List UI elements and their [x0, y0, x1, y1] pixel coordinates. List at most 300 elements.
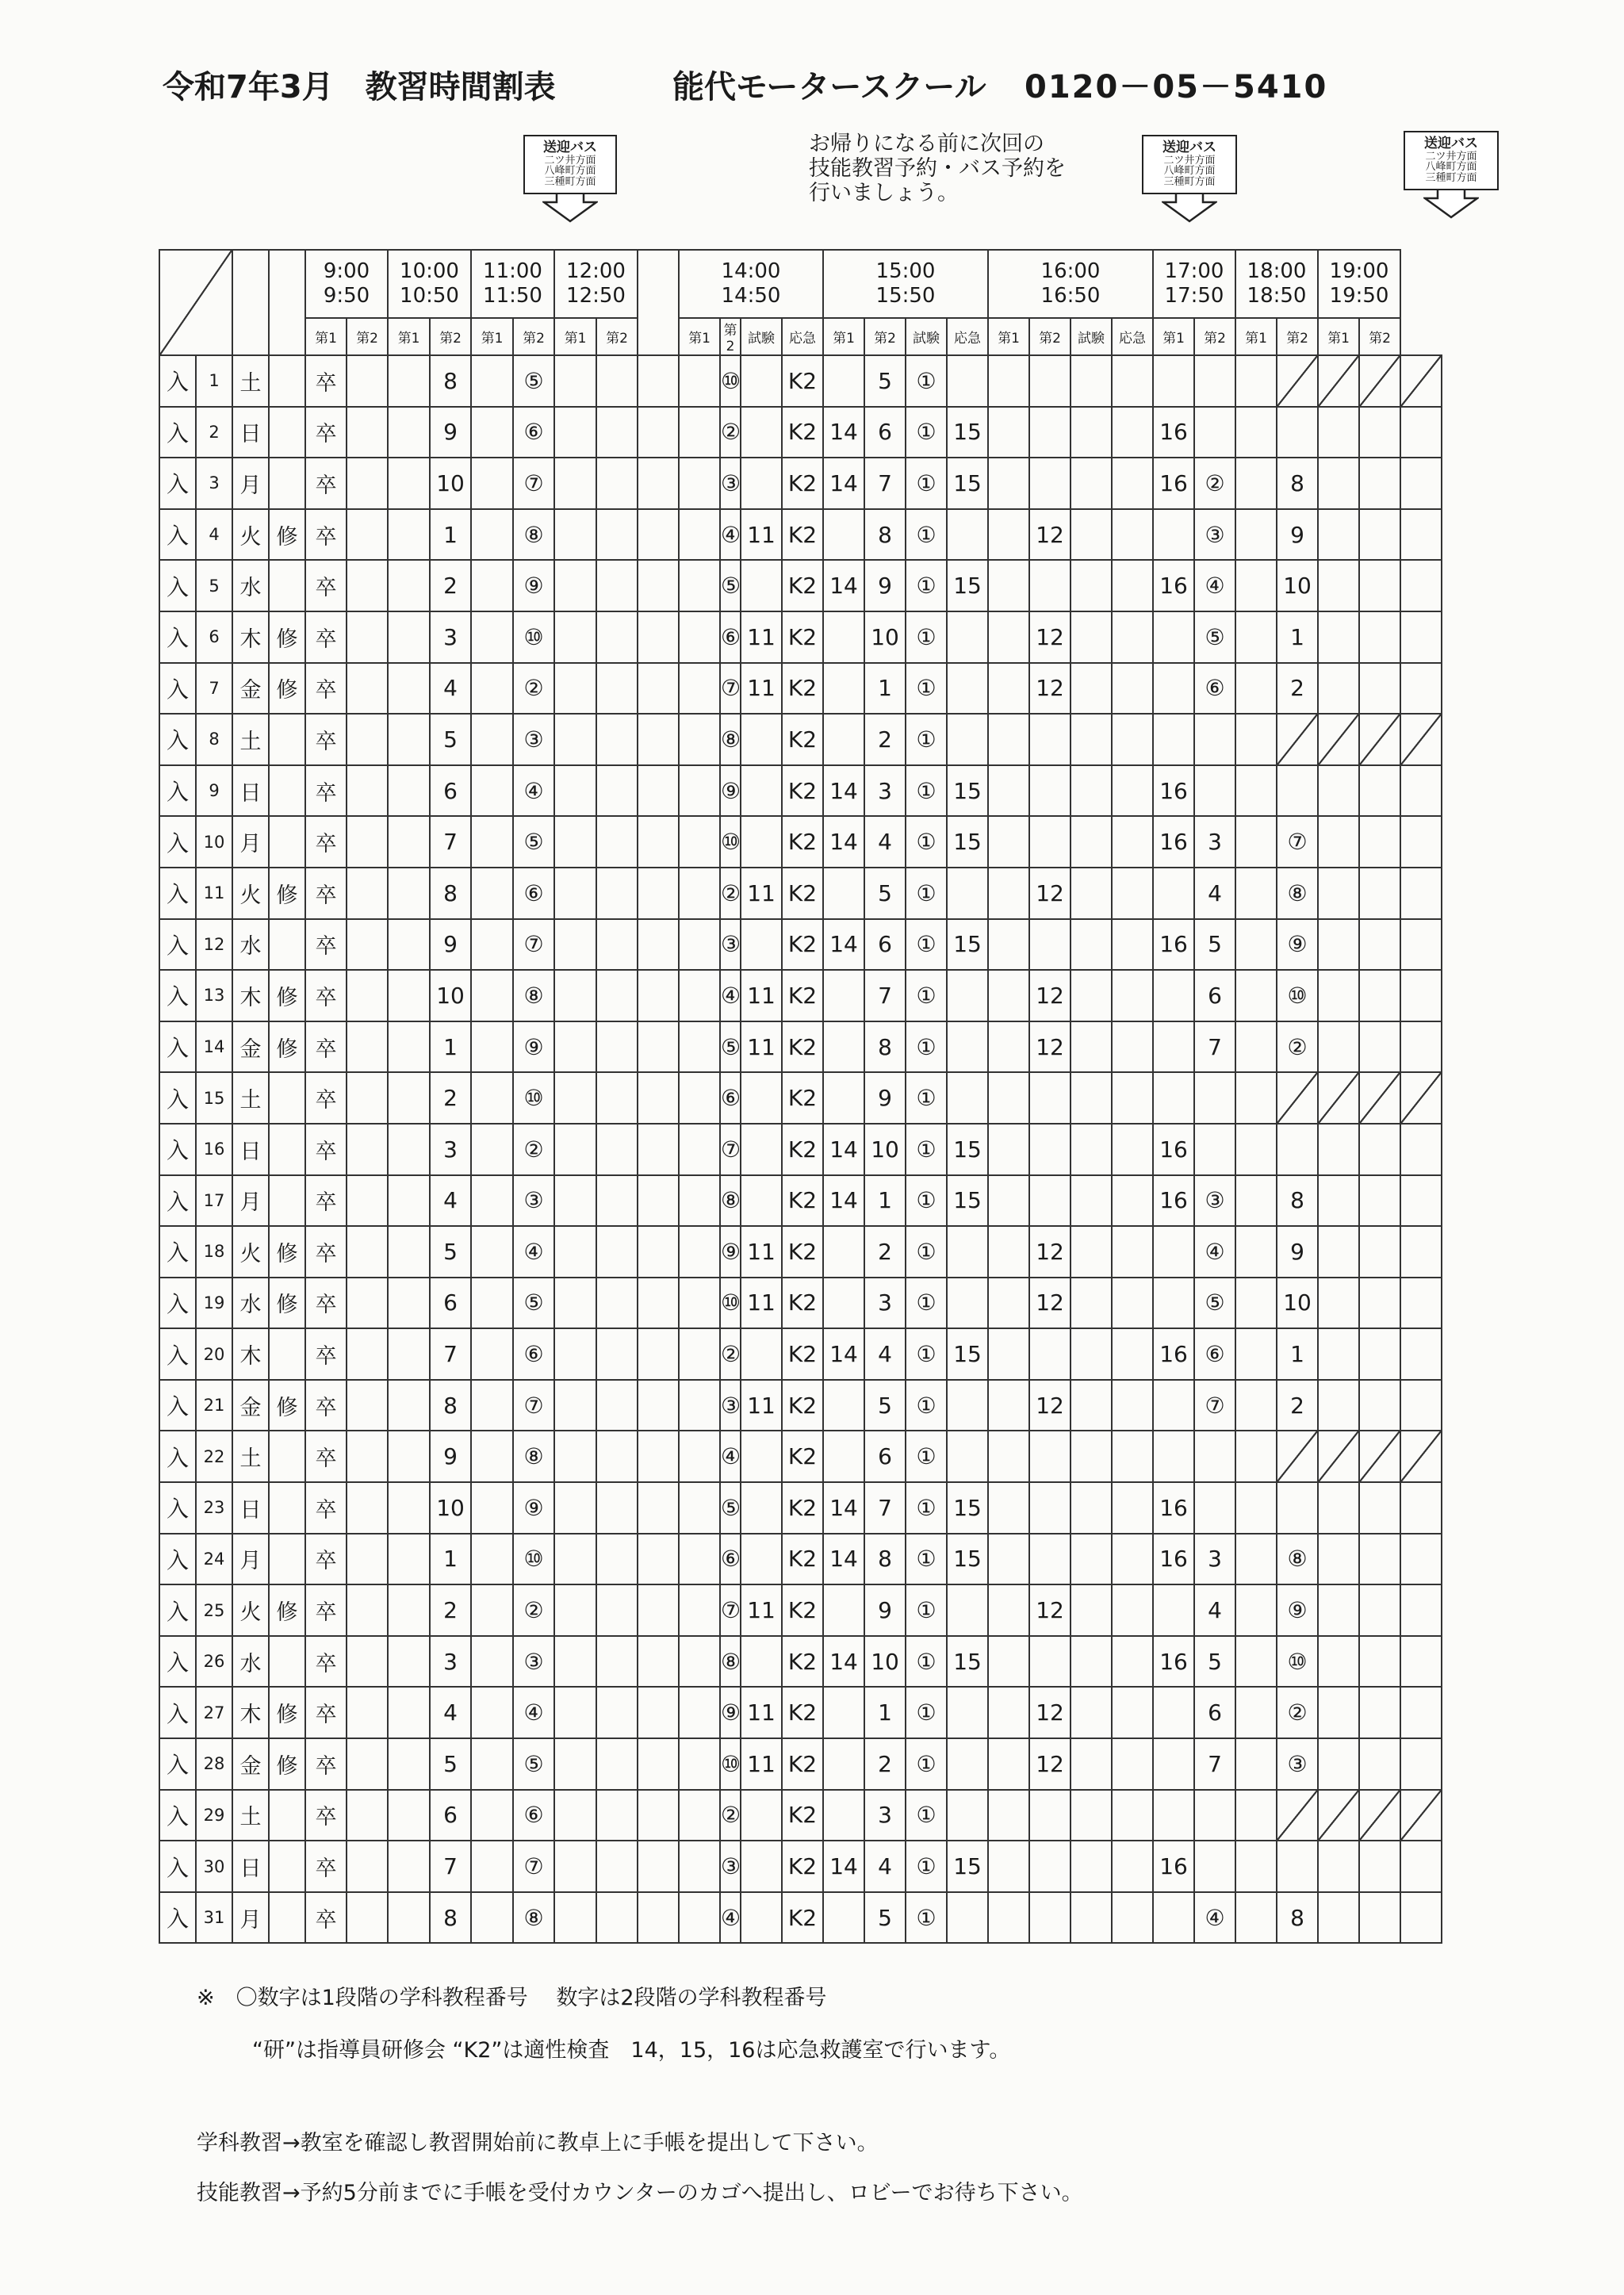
time-header: 15:00 15:50	[823, 250, 988, 318]
sub-header-first_aid: 応急	[1112, 318, 1153, 355]
schedule-cell	[554, 1892, 596, 1944]
schedule-cell	[1359, 1636, 1400, 1688]
completion-mark	[269, 1328, 305, 1380]
sub-header-d1: 第1	[1153, 318, 1194, 355]
schedule-cell: K2	[782, 1124, 823, 1175]
schedule-cell: ⑨	[513, 560, 554, 611]
completion-mark: 修	[269, 868, 305, 919]
schedule-cell	[347, 458, 388, 509]
day-number: 28	[196, 1738, 232, 1790]
schedule-cell: 7	[430, 816, 471, 868]
weekday: 木	[232, 970, 269, 1021]
schedule-cell	[1153, 1072, 1194, 1124]
schedule-cell: 5	[864, 1380, 906, 1431]
schedule-cell	[1318, 407, 1359, 458]
schedule-cell	[638, 1892, 679, 1944]
schedule-cell	[596, 1278, 638, 1329]
schedule-cell: 6	[430, 1790, 471, 1841]
schedule-cell	[988, 509, 1029, 561]
schedule-cell: K2	[782, 714, 823, 765]
schedule-cell	[1318, 458, 1359, 509]
day-number: 5	[196, 560, 232, 611]
schedule-cell	[1400, 1738, 1442, 1790]
schedule-cell: 5	[430, 1738, 471, 1790]
schedule-cell: 2	[864, 714, 906, 765]
schedule-cell	[1400, 407, 1442, 458]
schedule-cell	[471, 1790, 513, 1841]
schedule-cell	[988, 663, 1029, 715]
schedule-cell: ①	[906, 765, 947, 817]
schedule-cell: ⑩	[513, 1072, 554, 1124]
schedule-cell	[471, 1636, 513, 1688]
schedule-cell	[1400, 560, 1442, 611]
schedule-cell: 16	[1153, 1124, 1194, 1175]
schedule-cell: ⑨	[513, 1482, 554, 1534]
sub-header-d2: 第2	[347, 318, 388, 355]
schedule-cell: ⑤	[513, 355, 554, 407]
graduation-mark: 卒	[305, 816, 347, 868]
sub-header-d2: 第2	[430, 318, 471, 355]
schedule-cell	[1318, 1021, 1359, 1073]
schedule-cell	[388, 1584, 430, 1636]
lunch-gap	[679, 1072, 720, 1124]
completion-mark	[269, 355, 305, 407]
schedule-cell: 12	[1029, 611, 1071, 663]
schedule-cell	[388, 919, 430, 971]
lunch-gap	[679, 407, 720, 458]
schedule-cell	[1235, 1328, 1277, 1380]
schedule-cell	[1153, 1021, 1194, 1073]
schedule-cell	[471, 509, 513, 561]
schedule-cell: 15	[947, 1636, 988, 1688]
schedule-cell	[1153, 611, 1194, 663]
schedule-cell: ⑧	[720, 1636, 741, 1688]
bus-label-box	[1142, 135, 1237, 194]
schedule-cell	[1153, 1738, 1194, 1790]
schedule-cell	[1071, 1328, 1112, 1380]
schedule-cell	[1071, 1431, 1112, 1482]
schedule-cell	[1400, 1072, 1442, 1124]
sub-header-d2: 第2	[513, 318, 554, 355]
schedule-cell	[471, 407, 513, 458]
schedule-cell	[1318, 816, 1359, 868]
schedule-cell: ①	[906, 1790, 947, 1841]
schedule-cell	[1153, 1380, 1194, 1431]
schedule-cell: 1	[430, 1021, 471, 1073]
schedule-cell: 12	[1029, 1738, 1071, 1790]
schedule-cell: 5	[430, 714, 471, 765]
schedule-cell	[1318, 1328, 1359, 1380]
schedule-cell	[596, 1482, 638, 1534]
schedule-cell	[388, 1636, 430, 1688]
schedule-cell: ①	[906, 1482, 947, 1534]
schedule-cell: ⑤	[720, 1021, 741, 1073]
schedule-cell	[388, 1738, 430, 1790]
schedule-cell	[388, 1072, 430, 1124]
schedule-cell: ①	[906, 1431, 947, 1482]
schedule-cell: 16	[1153, 407, 1194, 458]
entrance-cell: 入	[159, 1072, 196, 1124]
schedule-cell	[554, 1431, 596, 1482]
schedule-cell	[554, 1124, 596, 1175]
schedule-cell	[596, 1584, 638, 1636]
schedule-cell	[471, 1226, 513, 1278]
sub-header-first_aid: 応急	[782, 318, 823, 355]
graduation-mark: 卒	[305, 1636, 347, 1688]
schedule-cell: 15	[947, 1328, 988, 1380]
schedule-cell: 14	[823, 1175, 864, 1227]
table-row	[159, 1790, 1483, 1841]
schedule-cell	[1112, 816, 1153, 868]
entrance-cell: 入	[159, 1226, 196, 1278]
schedule-cell: ⑤	[513, 1278, 554, 1329]
graduation-mark: 卒	[305, 1584, 347, 1636]
schedule-cell	[1400, 1790, 1442, 1841]
schedule-cell	[1029, 1328, 1071, 1380]
schedule-cell	[1359, 1431, 1400, 1482]
schedule-cell: ⑧	[513, 970, 554, 1021]
lunch-gap	[638, 250, 679, 355]
table-row	[159, 1534, 1483, 1585]
footnote-3: 学科教習→教室を確認し教習開始前に教卓上に手帳を提出して下さい。	[197, 2131, 879, 2155]
schedule-cell	[388, 1841, 430, 1892]
table-row	[159, 1892, 1483, 1944]
schedule-cell	[1359, 1175, 1400, 1227]
schedule-cell	[1112, 1278, 1153, 1329]
schedule-cell	[1071, 1021, 1112, 1073]
lunch-gap	[679, 1738, 720, 1790]
schedule-cell	[1235, 714, 1277, 765]
entrance-cell: 入	[159, 919, 196, 971]
day-number: 29	[196, 1790, 232, 1841]
schedule-cell	[638, 970, 679, 1021]
schedule-cell: ④	[720, 1431, 741, 1482]
note-line: 行いましょう。	[809, 181, 959, 206]
schedule-cell: ⑦	[720, 1584, 741, 1636]
table-row	[159, 1175, 1483, 1227]
lunch-gap	[679, 1636, 720, 1688]
schedule-cell	[823, 1072, 864, 1124]
day-number: 20	[196, 1328, 232, 1380]
schedule-cell	[1112, 407, 1153, 458]
schedule-cell	[1194, 714, 1235, 765]
table-row	[159, 1278, 1483, 1329]
bus-area: 二ツ井方面	[1425, 150, 1477, 163]
schedule-cell	[1153, 1278, 1194, 1329]
schedule-cell: ③	[1194, 509, 1235, 561]
graduation-mark: 卒	[305, 1278, 347, 1329]
weekday: 土	[232, 714, 269, 765]
schedule-cell: K2	[782, 1072, 823, 1124]
schedule-cell	[347, 1636, 388, 1688]
graduation-mark: 卒	[305, 560, 347, 611]
schedule-cell: ①	[906, 1278, 947, 1329]
schedule-cell: 1	[864, 1175, 906, 1227]
schedule-cell: K2	[782, 560, 823, 611]
day-number: 1	[196, 355, 232, 407]
schedule-cell	[1029, 1790, 1071, 1841]
schedule-cell: 7	[1194, 1738, 1235, 1790]
schedule-cell: 9	[1277, 509, 1318, 561]
day-number: 6	[196, 611, 232, 663]
schedule-cell: ⑧	[513, 509, 554, 561]
schedule-cell: 3	[864, 1278, 906, 1329]
day-number: 13	[196, 970, 232, 1021]
schedule-cell	[347, 714, 388, 765]
sub-header-first_aid: 応急	[947, 318, 988, 355]
schedule-cell	[1277, 355, 1318, 407]
schedule-cell	[1400, 611, 1442, 663]
schedule-cell: ①	[906, 1534, 947, 1585]
day-number: 21	[196, 1380, 232, 1431]
schedule-cell: ⑧	[720, 1175, 741, 1227]
schedule-cell	[1359, 1584, 1400, 1636]
schedule-cell: 9	[864, 1072, 906, 1124]
schedule-cell	[1112, 970, 1153, 1021]
lunch-gap	[679, 509, 720, 561]
schedule-cell: 9	[430, 1431, 471, 1482]
schedule-cell	[1235, 458, 1277, 509]
schedule-cell	[596, 1431, 638, 1482]
schedule-cell	[1277, 1124, 1318, 1175]
schedule-cell	[1194, 1841, 1235, 1892]
schedule-cell: ⑤	[720, 1482, 741, 1534]
schedule-cell	[596, 1636, 638, 1688]
schedule-cell: 15	[947, 1534, 988, 1585]
schedule-cell	[1400, 1534, 1442, 1585]
schedule-cell	[638, 1072, 679, 1124]
schedule-cell: ①	[906, 560, 947, 611]
schedule-cell	[388, 1790, 430, 1841]
schedule-cell: ③	[720, 1841, 741, 1892]
schedule-cell	[988, 1431, 1029, 1482]
completion-mark: 修	[269, 1687, 305, 1738]
schedule-cell: 14	[823, 560, 864, 611]
schedule-cell: ⑤	[1194, 1278, 1235, 1329]
schedule-cell: 12	[1029, 1687, 1071, 1738]
schedule-cell: K2	[782, 1841, 823, 1892]
sub-header-d1: 第1	[1235, 318, 1277, 355]
schedule-cell: 6	[864, 919, 906, 971]
sub-header-test: 試験	[906, 318, 947, 355]
schedule-cell	[471, 919, 513, 971]
schedule-cell	[1318, 1534, 1359, 1585]
schedule-cell: K2	[782, 1790, 823, 1841]
schedule-cell: ④	[720, 509, 741, 561]
schedule-cell: ④	[513, 1226, 554, 1278]
schedule-cell	[1194, 355, 1235, 407]
schedule-cell	[1194, 765, 1235, 817]
weekday: 木	[232, 1687, 269, 1738]
schedule-cell	[388, 1175, 430, 1227]
schedule-cell: K2	[782, 919, 823, 971]
schedule-cell: 8	[430, 1380, 471, 1431]
schedule-cell: ②	[513, 1584, 554, 1636]
schedule-cell	[1153, 663, 1194, 715]
schedule-cell	[638, 868, 679, 919]
graduation-mark: 卒	[305, 1226, 347, 1278]
schedule-cell	[596, 816, 638, 868]
schedule-cell	[988, 1328, 1029, 1380]
table-row	[159, 1328, 1483, 1380]
schedule-cell	[554, 970, 596, 1021]
schedule-cell	[638, 1278, 679, 1329]
schedule-cell: 12	[1029, 1021, 1071, 1073]
completion-mark	[269, 1482, 305, 1534]
schedule-cell: ⑩	[720, 1738, 741, 1790]
entrance-cell: 入	[159, 868, 196, 919]
schedule-cell	[1400, 1124, 1442, 1175]
schedule-cell: 11	[741, 1687, 782, 1738]
schedule-cell: ⑦	[1194, 1380, 1235, 1431]
schedule-cell	[1153, 1892, 1194, 1944]
schedule-cell	[347, 1790, 388, 1841]
weekday: 火	[232, 1226, 269, 1278]
schedule-cell	[471, 1175, 513, 1227]
schedule-cell	[1112, 1636, 1153, 1688]
table-row	[159, 1380, 1483, 1431]
schedule-cell	[1029, 560, 1071, 611]
schedule-cell: ⑩	[1277, 1636, 1318, 1688]
schedule-cell: 5	[864, 1892, 906, 1944]
schedule-cell: ⑤	[720, 560, 741, 611]
completion-mark: 修	[269, 663, 305, 715]
schedule-cell: 9	[430, 919, 471, 971]
schedule-cell	[1400, 663, 1442, 715]
schedule-cell	[1029, 407, 1071, 458]
schedule-cell	[347, 1278, 388, 1329]
schedule-cell	[1359, 1226, 1400, 1278]
schedule-cell: ②	[720, 868, 741, 919]
graduation-mark: 卒	[305, 1892, 347, 1944]
sub-header-d1: 第1	[305, 318, 347, 355]
schedule-cell: 8	[430, 1892, 471, 1944]
schedule-cell: K2	[782, 1226, 823, 1278]
schedule-cell	[823, 1431, 864, 1482]
schedule-cell: K2	[782, 1534, 823, 1585]
schedule-cell: 9	[864, 560, 906, 611]
schedule-cell	[388, 611, 430, 663]
schedule-cell: 10	[864, 1124, 906, 1175]
schedule-cell	[823, 1584, 864, 1636]
schedule-cell: ③	[513, 714, 554, 765]
schedule-cell	[1318, 1226, 1359, 1278]
schedule-cell: ⑥	[513, 1790, 554, 1841]
schedule-cell	[1318, 1482, 1359, 1534]
schedule-cell	[596, 1892, 638, 1944]
schedule-cell: ⑧	[513, 1431, 554, 1482]
schedule-cell	[1235, 970, 1277, 1021]
schedule-cell	[823, 868, 864, 919]
schedule-cell: 15	[947, 919, 988, 971]
schedule-cell	[347, 765, 388, 817]
schedule-cell	[741, 1072, 782, 1124]
day-number: 31	[196, 1892, 232, 1944]
schedule-cell	[988, 1124, 1029, 1175]
schedule-cell	[1071, 816, 1112, 868]
schedule-cell	[988, 1584, 1029, 1636]
schedule-cell	[471, 1687, 513, 1738]
schedule-cell	[554, 868, 596, 919]
schedule-cell	[741, 355, 782, 407]
schedule-cell: K2	[782, 611, 823, 663]
schedule-cell	[823, 1021, 864, 1073]
schedule-cell: K2	[782, 355, 823, 407]
schedule-cell	[596, 407, 638, 458]
note-line: お帰りになる前に次回の	[809, 132, 1044, 156]
schedule-cell: 8	[864, 509, 906, 561]
sub-header-d2: 第2	[1359, 318, 1400, 355]
schedule-cell	[638, 1841, 679, 1892]
schedule-cell	[1112, 1021, 1153, 1073]
schedule-cell	[741, 1328, 782, 1380]
schedule-cell	[1112, 1175, 1153, 1227]
weekday: 水	[232, 1636, 269, 1688]
day-number: 24	[196, 1534, 232, 1585]
schedule-cell: ②	[1277, 1021, 1318, 1073]
graduation-mark: 卒	[305, 970, 347, 1021]
note-line: 技能教習予約・バス予約を	[809, 156, 1066, 182]
schedule-cell	[1400, 355, 1442, 407]
schedule-cell	[988, 1841, 1029, 1892]
schedule-cell: ②	[720, 1328, 741, 1380]
schedule-cell: 6	[864, 407, 906, 458]
day-number: 23	[196, 1482, 232, 1534]
schedule-cell	[1359, 1790, 1400, 1841]
schedule-cell	[471, 1124, 513, 1175]
schedule-cell: 15	[947, 765, 988, 817]
weekday: 火	[232, 1584, 269, 1636]
schedule-cell: ①	[906, 868, 947, 919]
schedule-cell	[347, 611, 388, 663]
schedule-cell	[596, 1790, 638, 1841]
schedule-cell	[638, 1790, 679, 1841]
schedule-cell	[1029, 714, 1071, 765]
schedule-cell: 14	[823, 1636, 864, 1688]
lunch-gap	[679, 1021, 720, 1073]
completion-mark: 修	[269, 1021, 305, 1073]
schedule-cell	[947, 611, 988, 663]
schedule-cell	[1400, 1380, 1442, 1431]
weekday: 木	[232, 1328, 269, 1380]
schedule-cell	[1235, 1534, 1277, 1585]
schedule-cell	[1359, 355, 1400, 407]
schedule-cell	[741, 1175, 782, 1227]
schedule-cell	[554, 355, 596, 407]
schedule-cell	[947, 1790, 988, 1841]
schedule-cell: ②	[720, 407, 741, 458]
schedule-cell	[388, 714, 430, 765]
schedule-cell	[1112, 1328, 1153, 1380]
schedule-cell	[988, 1892, 1029, 1944]
schedule-cell	[638, 1534, 679, 1585]
completion-mark	[269, 1072, 305, 1124]
schedule-cell: 5	[864, 868, 906, 919]
schedule-cell: ⑩	[720, 1278, 741, 1329]
lunch-gap	[679, 1431, 720, 1482]
schedule-cell	[1318, 1278, 1359, 1329]
header-blank	[232, 250, 269, 355]
schedule-cell	[1400, 458, 1442, 509]
schedule-cell	[554, 1841, 596, 1892]
graduation-mark: 卒	[305, 1687, 347, 1738]
schedule-cell: 8	[864, 1534, 906, 1585]
lunch-gap	[679, 1380, 720, 1431]
schedule-cell	[347, 919, 388, 971]
graduation-mark: 卒	[305, 1534, 347, 1585]
schedule-cell	[1235, 1482, 1277, 1534]
schedule-cell: 1	[430, 1534, 471, 1585]
